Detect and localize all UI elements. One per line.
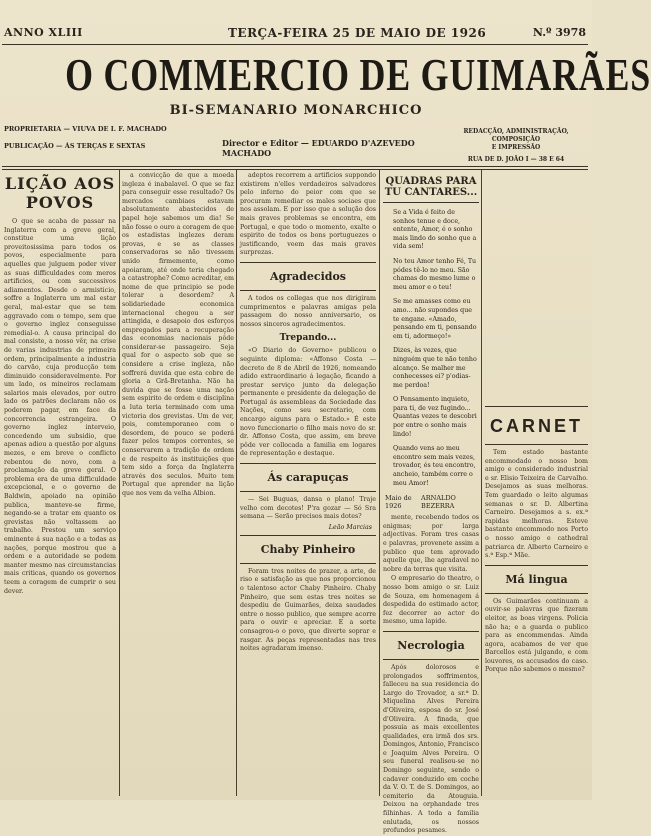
divider [2, 44, 588, 45]
director-line: Director e Editor — EDUARDO D'AZEVEDO MACHADO [222, 138, 415, 158]
section-body: — Sei Buguas, dansa o plano! Traje velho com decotes! P'ra gozar — Só Sra semana — Serão precisos mais dotes? [240, 496, 376, 521]
section-body: A todos os collegas que nos dirigiram cumprimentos e palavras amigas pela passagem do nosso anniversario, os nossos sinceros agradecimentos. [240, 294, 376, 328]
issue-number: N.º 3978 [532, 26, 586, 39]
column-rule [481, 170, 482, 796]
necrology-body: Após dolorosos e prolongados soffrimentos, falleceu na sua residencia do Largo do Trovador, a sr.ª D. Miquelina Alves Pereira d'Oliveira, esposa do sr. José d'Oliveira. A finada, que possuia as mais excellentes qualidades, era irmã dos srs. Domingos, Antonio, Francisco e Joaquim Alves Pereira. O seu funeral realisou-se no Domingo seguinte, sendo o cadaver conduzido em coche da V. O. T. de S. Domingos, ao cemiterio da Atouguia. Deixou na orphandade tres filhinhas. A toda a familia enlutada, os nossos profundos pesames. [383, 663, 480, 835]
poem-author: ARNALDO BEZERRA [421, 494, 456, 511]
poem-stanza: Dizes, às vezes, que ninguém que te não tenho alcanço. Se malher me conhecesses ei? p'odias-me perdoa! [393, 347, 477, 389]
issue-date: TERÇA-FEIRA 25 DE MAIO DE 1926 [228, 26, 487, 40]
section-box [240, 535, 376, 564]
newspaper-title: O COMMERCIO DE GUIMARÃES [65, 49, 651, 100]
poem-stanza: Se me amasses como eu amo... não supondes que te engane. «Amado, pensando em ti, pensando em ti, adormeço!» [393, 298, 477, 340]
poem-stanza: No teu Amor tenho Fé, Tu pódes tê-lo no meu. São chamas do mesmo lume o meu amor e o teu! [393, 257, 477, 291]
article-heading: LIÇÃO AOS POVOS [4, 174, 116, 212]
section-heading-chaby: Chaby Pinheiro [260, 542, 356, 556]
section-body: Foram tres noites de prazer, a arte, de riso e satisfação as que nos proporcionou o talentoso actor Chaby Pinheiro. Chaby Pinheiro, que sem estas tres noites se despediu de Guimarães, deixa saudades entre o nosso publico, que sempre acorre para o ouvir e apreciar. E a sorte consagrou-o o povo, que diverte soprar e rasgar. As peças representadas nas tres noites agradaram imenso. [240, 567, 376, 653]
divider [383, 202, 479, 203]
column-continuation [122, 172, 234, 796]
section-box [383, 631, 479, 660]
article-end: adeptos recorrem a artificios suppondo existirem n'elles verdadeiros salvadores pelo inferno do peior com que se procuram remediar os males sociaes que nos assolam. E por isso que a solução dos mais graves problemas se encontra, em Portugal, e que todo o momento, exalte o espirito de todos os bons portuguezes o justificando, veem das mais graves surprezas. [240, 172, 376, 257]
divider [2, 169, 588, 170]
publication-line: PUBLICAÇÃO — ÁS TERÇAS E SEXTAS [4, 142, 146, 150]
masthead-right-info [446, 128, 586, 164]
article-body: mente, recebendo todos os enigmas; por larga adjectivas. Foram tres casas e palavras, provenete assim a publico que tem aprovado aquelle que, lhe agradavel no nobre da terras que visita. O empresario do theatro, o nosso bom amigo o sr. Luiz de Souza, em homenagem á despedida do estimado actor, fez decorrer ao actor do mesmo, uma lapide. [383, 514, 479, 626]
section-body: Os Guimarães continuam a ouvir-se palavras que fizeram eleitor, as boas virgens. Policia não ha; e a guarda o publico para as encommendas. Ainda agora, acabamos de ver que Barcellos está julgando, e com louvores, os accusados do caso. Porque não sabemos o mesmo? [485, 597, 588, 674]
divider [2, 166, 588, 167]
carnet-heading: CARNET [490, 416, 583, 436]
poem-heading: QUADRAS PARA TU CANTARES... [384, 176, 478, 198]
issue-year: ANNO XLIII [4, 26, 83, 39]
section-heading-carapucas: Ás carapuças [267, 471, 349, 485]
poem-stanza: Se a Vida é feito de sonhos tenue e doce, entente, Amor, é o sonho mais lindo do sonho que a vida sem! [393, 209, 477, 251]
column-news [240, 172, 376, 796]
column-poetry [383, 172, 480, 835]
carnet-body: Tem estado bastante encommodado o nosso bom amigo e considerado industrial e sr. Elisio Teixeira de Carvalho. Desejamos as suas melhoras. Tem guardado o leito algumas semanas o sr. D. Albertina Carneiro. Desejamos a s. ex.ª rapidas melhoras. Esteve bastante encommodo nos Porto o nosso amigo e cathedral patriarca dr. Alberto Carneiro e s.ª Esp.ª Mãe. [485, 449, 588, 560]
column-carnet [485, 172, 588, 796]
poem [383, 209, 479, 488]
section-heading-necrologia: Necrologia [397, 638, 465, 652]
printing-line: E IMPRESSÃO [491, 144, 541, 151]
article-body-continued: a convicção de que a moeda ingleza é inabalavel. O que se faz para conseguir esse resultado? Os mercados cambiaes estavam absolutamente abastecidos de papel hoje sabemos um dia! Se não fosse o ouro a coragem de que os estadistas inglezes deram provas, e se as classes conservadoras se não tivessem unido firmemente, como apoiaram, até onde teria chegado a catastrophe? Como acreditar, em nome de que principio se pode tolerar a desordem? A solidariedade economica internacional chegou a ser attingida, e desapoio dos esforços empregados para a recuperação das economias nacionais pôde considerar-se passageiro. Seja qual for o aspecto sob que se considere a crise ingleza, não soffrerá duvida que esta cobre de gloria a Grã-Bretanha. Não ha duvida que se fosse uma nação sem espirito de ordem e disciplina a luta teria terminado com uma victoria dos grevistas. Um de ver, pois, comtemporaneo com o desordem, de pouco se poderá fazer pelos tempos correntes, se conservarem a tradição de ordem e de respeito ás instituições que tem sido a força da Inglaterra através dos seculos. Muito tem Portugal que aprender na lição que nos vem da velha Albion. [122, 172, 234, 497]
section-heading-agradecidos: Agradecidos [270, 269, 346, 283]
poem-place-date: Maio de 1926 [385, 494, 412, 511]
section-box [485, 406, 588, 445]
newspaper-subtitle: BI-SEMANARIO MONARCHICO [169, 103, 423, 118]
redaction-line: REDACÇÃO, ADMINISTRAÇÃO, COMPOSIÇÃO [463, 128, 569, 143]
masthead-left-info [4, 124, 184, 152]
column-rule [379, 170, 380, 796]
section-body: «O Diario do Governo» publicou o seguinte diploma: «Affonso Costa — decreto de 8 de Abril de 1926, nomeando adido extraordinario á legação, ficando a prestar serviço junto da delegação permanente e presidente da delegação de Portugal ás assembleas da Sociedade das Nações, como seu secretario, com encargo aiguns para o Estado.» É este novo funccionario o filho mais novo do sr. dr. Affonso Costa, que assim, em breve pôde ver collocada a familia em logares de representação e destaque. [240, 347, 376, 458]
poem-stanza: Quando vens ao meu encontro sem mais vezes, trovador, és teu encontro, ancheio, também corre o meu Amor! [393, 445, 476, 487]
section-box [240, 463, 376, 492]
section-box [485, 565, 588, 594]
column-lead-article [4, 172, 116, 796]
poem-footer [385, 494, 477, 510]
poem-overflow-space [485, 172, 588, 402]
poem-stanza: O Pensamento inquieto, para ti, de vez fugindo... Quantas vezes te descobri por entre o sonho mais lindo! [393, 396, 477, 438]
proprietor-line: PROPRIETARIA — VIUVA DE I. F. MACHADO [4, 125, 167, 133]
column-rule [119, 170, 120, 796]
section-heading-lingua: Má lingua [505, 572, 568, 586]
article-body: O que se acaba de passar na Inglaterra com a greve geral, constitue uma lição proveitosissima para todos os povos, especialmente para aquelles que julguem poder viver as suas difficuldades com meros artificios, ou com successivos adiamentos. Desde o armisticio, soffre a Inglaterra um mal estar geral, mal-estar que se tem aggravado com o tempo, sem que o governo inglez conseguisse remedial-o. A causa principal do mal consiste, a nosso vêr, na crise de varias industrias de primeira ordem, principalmente a industria do carvão, cuja producção tem diminuido consideravelmente. Por um lado, os mineiros reclamam salarios mais elevados, por outro lado os patrões declaram não os poderem pagar, em face da concorrencia estrangeira. O governo inglez interveio, concedendo um subsidio, que apenas adiou a questão por alguns mezes, e em breve o conflicto rebentou de novo, com a proclamação da greve geral. O problema era de uma difficuldade excepcional, e o governo de Baldwin, apoiado na opinião publica, manteve-se firme, negando-se a tratar em quanto os grevistas não voltassem ao trabalho. Prestou um serviço eminente á sua nação e a todas as nações, porque mostrou que a ordem e a autoridade se podem manter mesmo nas circumstancias mais criticas, quando os governos teem a coragem de cumprir o seu dever. [4, 218, 116, 595]
signature: Leão Marcias [328, 523, 372, 531]
section-heading-trepando: Trepando... [279, 333, 337, 344]
section-box [240, 262, 376, 291]
address-line: RUA DE D. JOÃO I — 38 E 64 [467, 156, 565, 163]
column-rule [236, 170, 237, 796]
